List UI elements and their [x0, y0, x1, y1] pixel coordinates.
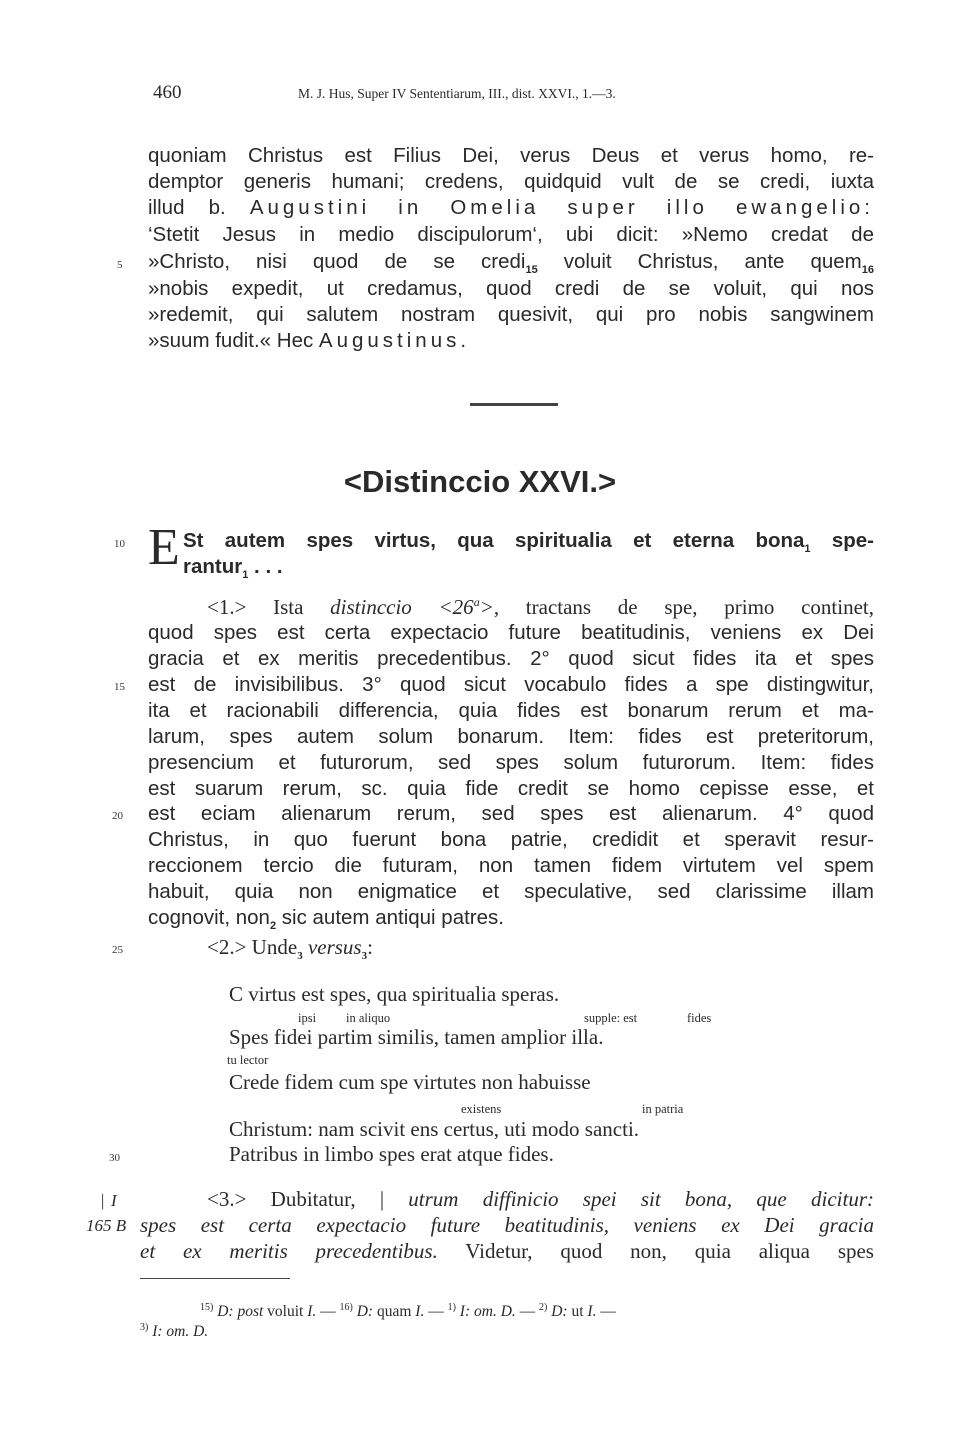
section-2-label: <2.> Unde — [207, 935, 298, 959]
section-1-line-9: est eciam alienarum rerum, sed spes est alienarum. 4° quod — [148, 802, 874, 825]
section-3-intro: <3.> Dubitatur, | — [207, 1187, 409, 1211]
section-1-line-7: presencium et futurorum, sed spes solum futurorum. Item: fides — [148, 751, 874, 774]
fn-num-15-text: 15 — [200, 1302, 210, 1313]
gloss-tu-lector: tu lector — [227, 1053, 269, 1067]
fn-num-16-text: 16 — [339, 1302, 350, 1313]
fn-dash-4: — — [596, 1303, 616, 1321]
intro-line-8 — [148, 331, 874, 352]
fn-dash-3: — — [515, 1303, 540, 1321]
intro-line-4: ‘Stetit Jesus in medio discipulorum‘, ubi dicit: »Nemo credat de — [148, 223, 874, 246]
section-3-line-3 — [140, 1241, 874, 1262]
fn-siglum-i-2: I. — [415, 1303, 425, 1321]
line-number-20: 20 — [112, 810, 123, 822]
drop-initial: E — [148, 519, 180, 576]
fn-voluit: voluit — [263, 1303, 308, 1321]
section-1-line-3: gracia et ex meritis precedentibus. 2° quod sicut fides ita et spes — [148, 647, 874, 670]
section-3-line-1 — [207, 1189, 874, 1210]
fn-num-15: 15) — [200, 1302, 214, 1313]
line-number-5: 5 — [117, 259, 123, 271]
section-1-line-10: Christus, in quo fuerunt bona patrie, credidit et speravit resur- — [148, 828, 874, 851]
fn-om-2: I: om. D. — [152, 1323, 209, 1341]
section-1-rest: , tractans de spe, primo continet, — [493, 595, 875, 619]
section-3-italic-3: et ex meritis precedentibus. — [140, 1239, 438, 1263]
margin-bar: | — [100, 1191, 105, 1210]
gloss-existens: existens — [461, 1102, 502, 1116]
fn-om-1: I: om. D. — [459, 1303, 516, 1321]
section-1-line-13-start: cognovit, non — [148, 906, 270, 929]
fn-dash-2: — — [424, 1303, 448, 1321]
gloss-ipsi: ipsi — [298, 1011, 317, 1025]
intro-spaced-author: Augustinus. — [318, 329, 471, 352]
intro-line-5-part-b: voluit Christus, ante quem — [537, 250, 862, 273]
fn-ut: ut — [571, 1303, 588, 1321]
section-2-colon: : — [367, 935, 373, 959]
fn-siglum-d-1: D: — [217, 1303, 238, 1321]
intro-line-5-part-a: »Christo, nisi quod de se credi — [148, 250, 526, 273]
fn-num-1: 1) — [447, 1302, 456, 1313]
section-3-line-2: spes est certa expectacio future beatitudinis, veniens ex Dei gracia — [140, 1213, 874, 1237]
section-2-heading — [207, 937, 373, 962]
lemma-line-1-end: spe- — [810, 529, 874, 552]
fn-num-16: 16) — [339, 1302, 353, 1313]
section-1-line-2: quod spes est certa expectacio future beatitudinis, veniens ex Dei — [148, 621, 874, 644]
lemma-line-2 — [183, 557, 283, 581]
lemma-marker-2: 1 — [242, 569, 249, 582]
lemma-line-1-text: St autem spes virtus, qua spiritualia et eterna bona — [183, 529, 805, 552]
section-3-italic-1: utrum diffinicio spei sit bona, que dicitur: — [408, 1187, 874, 1211]
intro-line-1: quoniam Christus est Filius Dei, verus Deus et verus homo, re- — [148, 144, 874, 167]
section-1-line-11: reccionem tercio die futuram, non tamen fidem virtutem vel spem — [148, 854, 874, 877]
fn-siglum-i-1: I. — [307, 1303, 317, 1321]
intro-line-6: »nobis expedit, ut credamus, quod credi de se voluit, qui nos — [148, 277, 874, 300]
intro-line-2: demptor generis humani; credens, quidquid vult de se credi, iuxta — [148, 170, 874, 193]
section-1-italic: distinccio <26 — [330, 595, 474, 619]
running-head: M. J. Hus, Super IV Sententiarum, III., dist. XXVI., 1.—3. — [298, 86, 616, 101]
section-divider — [470, 403, 558, 406]
margin-ref-folio: 165 B — [86, 1216, 127, 1235]
section-1-marker-2: 2 — [269, 920, 277, 933]
distinction-title: <Distinccio XXVI.> — [343, 464, 617, 499]
line-number-30: 30 — [109, 1152, 120, 1164]
verse-3: Crede fidem cum spe virtutes non habuisse — [229, 1070, 591, 1094]
fn-siglum-i-3: I. — [587, 1303, 597, 1321]
footnote-marker-15: 15 — [525, 264, 538, 277]
lemma-line-1 — [183, 531, 874, 555]
intro-line-8-start: »suum fudit.« Hec — [148, 329, 319, 352]
section-1-line-8: est suarum rerum, sc. quia fide credit se homo cepisse esse, et — [148, 777, 874, 800]
footnote-marker-16: 16 — [861, 264, 874, 277]
line-number-25: 25 — [112, 944, 123, 956]
line-number-10: 10 — [114, 538, 125, 550]
intro-spaced-reference: Augustini in Omelia super illo ewangelio: — [249, 196, 874, 219]
fn-siglum-d-3: D: — [551, 1303, 572, 1321]
fn-num-1-text: 1 — [447, 1302, 453, 1313]
verse-5: Patribus in limbo spes erat atque fides. — [229, 1142, 554, 1166]
gloss-in-aliquo: in aliquo — [346, 1011, 391, 1025]
fn-quam: quam — [376, 1303, 416, 1321]
footnote-line-2 — [140, 1323, 208, 1340]
section-2-italic: versus — [307, 935, 362, 959]
verse-2: Spes fidei partim similis, tamen amplior illa. — [229, 1025, 604, 1049]
fn-num-2: 2) — [539, 1302, 548, 1313]
section-1-sup: a — [473, 595, 480, 609]
fn-num-2-text: 2 — [539, 1302, 545, 1313]
intro-line-3-start: illud b. — [148, 196, 226, 219]
section-2-marker-b: 3 — [361, 950, 368, 963]
section-1-line-13 — [148, 908, 874, 932]
section-2-marker-a: 3 — [297, 950, 303, 963]
section-1-intro: <1.> Ista — [207, 595, 331, 619]
footnote-rule — [140, 1278, 290, 1279]
gloss-supple-est: supple: est — [584, 1011, 638, 1025]
margin-ref-manuscript: I — [111, 1191, 117, 1210]
section-1-line-13-end: sic autem antiqui patres. — [276, 906, 504, 929]
footnote-line-1 — [200, 1303, 616, 1320]
verse-4: Christum: nam scivit ens certus, uti modo sancti. — [229, 1117, 640, 1141]
section-1-line-6: larum, spes autem solum bonarum. Item: fides est preteritorum, — [148, 725, 874, 748]
fn-dash-1: — — [316, 1303, 340, 1321]
fn-num-3-text: 3 — [140, 1322, 145, 1333]
section-1-line-1 — [207, 596, 874, 618]
gloss-fides: fides — [687, 1011, 712, 1025]
lemma-line-2-text: rantur — [183, 555, 243, 578]
intro-line-5 — [148, 252, 874, 276]
fn-num-3: 3) — [140, 1322, 149, 1333]
section-1-line-12: habuit, quia non enigmatice et speculative, sed clarissime illam — [148, 880, 874, 903]
verse-1: C virtus est spes, qua spiritualia speras. — [229, 982, 560, 1006]
section-1-close: > — [479, 595, 494, 619]
lemma-line-2-end: . . . — [248, 555, 283, 578]
gloss-in-patria: in patria — [642, 1102, 684, 1116]
section-3-line-3-rest: Videtur, quod non, quia aliqua spes — [437, 1239, 874, 1263]
intro-line-7: »redemit, qui salutem nostram quesivit, qui pro nobis sangwinem — [148, 303, 874, 326]
page-number: 460 — [153, 82, 182, 103]
section-1-line-4: est de invisibilibus. 3° quod sicut vocabulo fides a spe distingwitur, — [148, 673, 874, 696]
section-1-line-5: ita et racionabili differencia, quia fides est bonarum rerum et ma- — [148, 699, 874, 722]
intro-line-3 — [148, 198, 874, 219]
line-number-15: 15 — [114, 681, 125, 693]
fn-siglum-d-2: D: — [356, 1303, 377, 1321]
lemma-marker-1: 1 — [804, 543, 811, 556]
fn-post: post — [237, 1303, 264, 1321]
